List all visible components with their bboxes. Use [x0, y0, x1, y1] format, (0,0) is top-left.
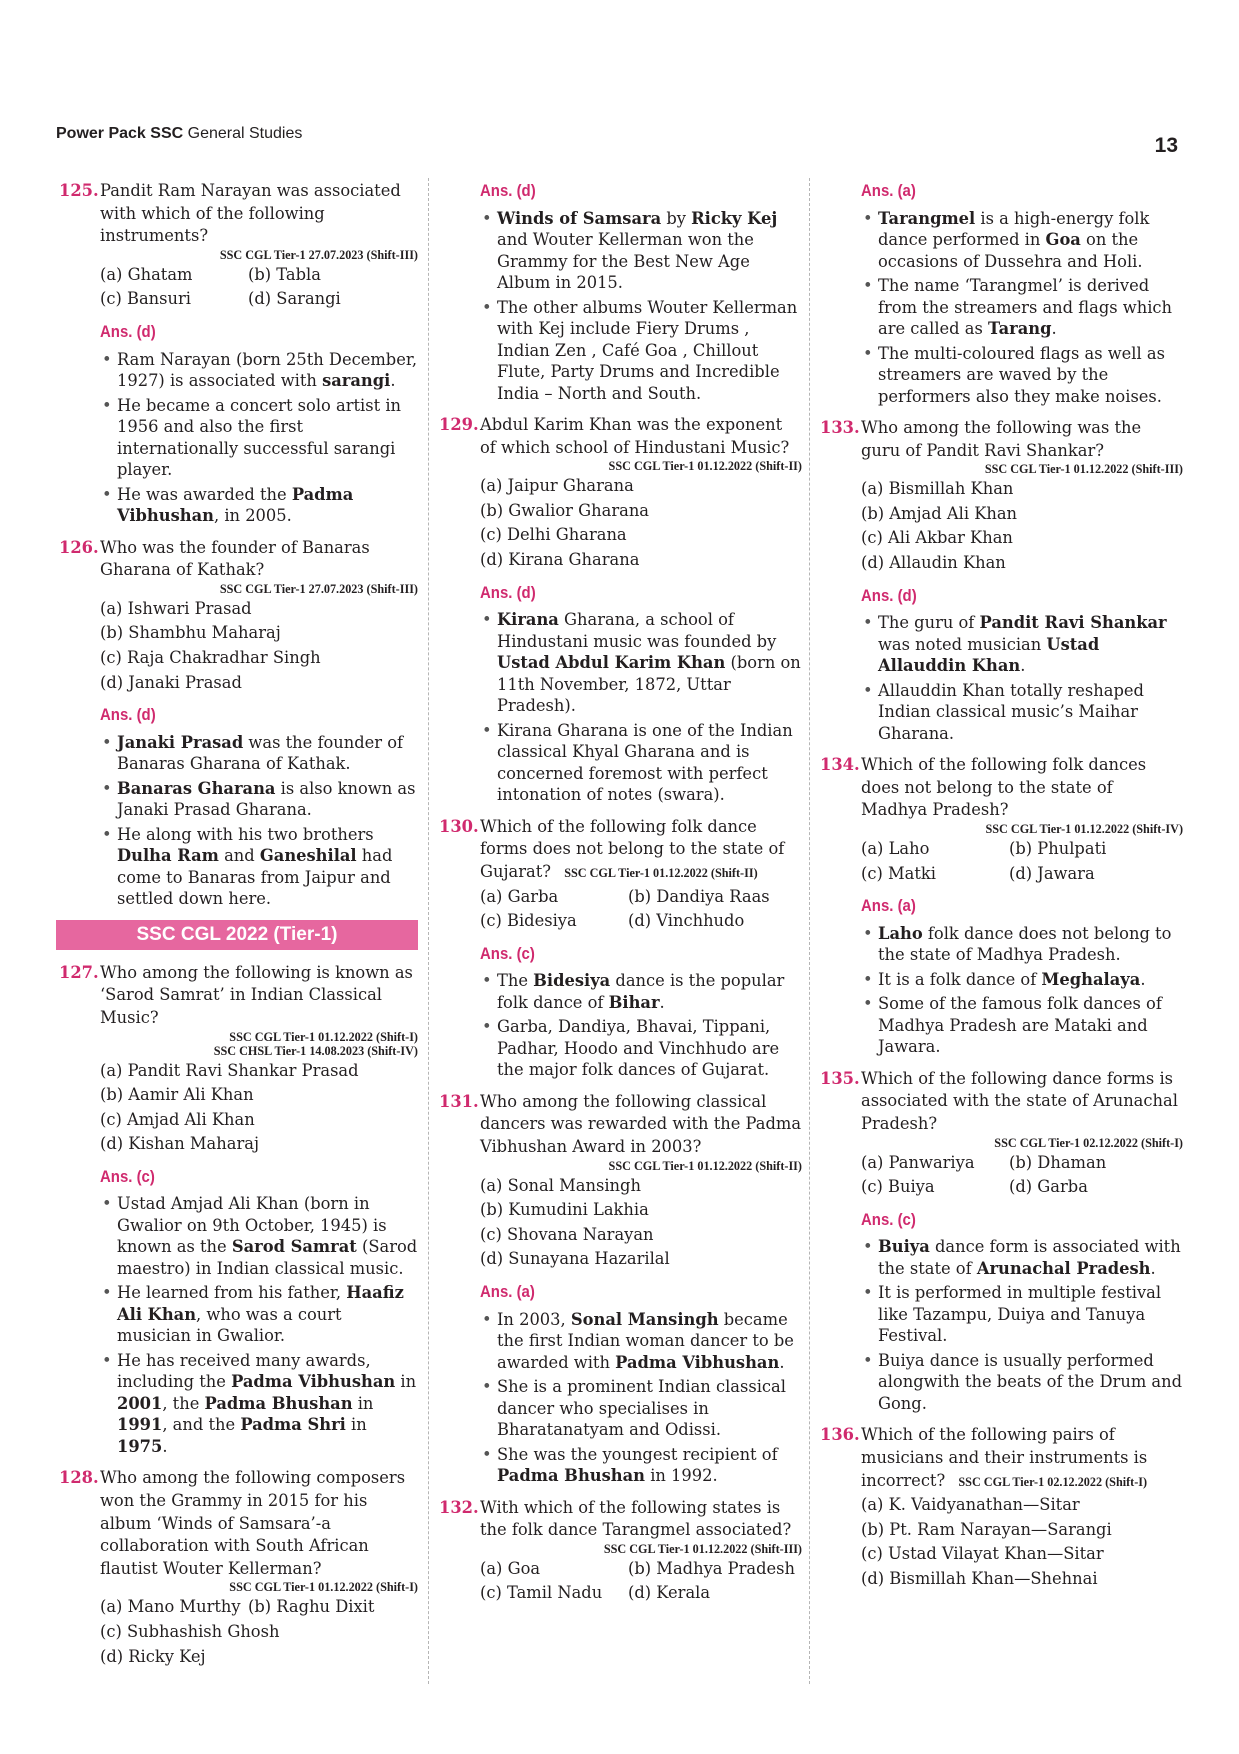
question-text: Who among the following composers won the Grammy in 2015 for his album ‘Winds of Samsara’-a collaboration with South African flautist Wouter Kellerman? [100, 1468, 406, 1578]
option-a: (a) Panwariya [861, 1152, 975, 1172]
text-segment: in [352, 1393, 374, 1413]
option-c: (c) Raja Chakradhar Singh [100, 647, 321, 667]
exam-source: SSC CGL Tier-1 02.12.2022 (Shift-I) [994, 1135, 1183, 1150]
bold-term: 2001 [117, 1393, 163, 1413]
bold-term: Padma Bhushan [204, 1393, 353, 1413]
text-segment: She was the youngest recipient of [497, 1444, 778, 1464]
option-c: (c) Tamil Nadu [480, 1583, 603, 1603]
bold-term: Sonal Mansingh [570, 1309, 719, 1329]
question-number: 132. [439, 1497, 479, 1517]
column-2 [436, 180, 802, 1615]
text-segment: He became a concert solo artist in 1956 and also the first internationally successful sarangi player. [117, 395, 402, 480]
explanation-point [100, 349, 418, 392]
explanation-point [480, 970, 802, 1013]
text-segment: . [1140, 969, 1146, 989]
explanation-point [480, 1016, 802, 1081]
explanation-point [480, 1376, 802, 1441]
question-text: Which of the following folk dance forms does not belong to the state of Gujarat? [480, 816, 785, 881]
option-d: (d) Kirana Gharana [480, 550, 640, 570]
book-title: Power Pack SSC [56, 125, 184, 142]
explanation-point [100, 1350, 418, 1458]
answer-label: Ans. (d) [480, 181, 536, 200]
text-segment: It is a folk dance of [878, 969, 1042, 989]
answer-label: Ans. (d) [100, 321, 156, 341]
page-number: 13 [1154, 134, 1178, 157]
option-c: (c) Subhashish Ghosh [100, 1622, 280, 1642]
option-d: (d) Jawara [1009, 863, 1095, 883]
column-1 [56, 180, 418, 1678]
explanation-list [861, 208, 1183, 408]
text-segment: dance form is associated with the state of [878, 1237, 1181, 1278]
question-text: Who among the following is known as ‘Sarod Samrat’ in Indian Classical Music? [100, 962, 413, 1027]
text-segment: . [779, 1352, 785, 1372]
explanation-point [861, 680, 1183, 745]
bold-term: Sarod Samrat [231, 1237, 357, 1257]
bold-term: Kirana [497, 610, 559, 630]
option-d: (d) Sarangi [248, 289, 341, 309]
question-number: 131. [439, 1091, 479, 1111]
question-128 [56, 1467, 418, 1668]
bold-term: Dulha Ram [117, 846, 219, 866]
text-segment: , in 2005. [213, 506, 292, 526]
bold-term: Tarang [988, 319, 1052, 339]
book-subject: General Studies [187, 125, 303, 142]
text-segment: was the founder of Banaras Gharana of Kathak. [117, 732, 404, 774]
text-segment: and Wouter Kellerman won the Grammy for the Best New Age Album in 2015. [497, 230, 754, 293]
option-a: (a) Garba [480, 886, 559, 906]
explanation-point [100, 1282, 418, 1347]
exam-source: SSC CGL Tier-1 01.12.2022 (Shift-II) [608, 1158, 802, 1173]
explanation-point [861, 1350, 1183, 1415]
text-segment: by [661, 208, 692, 228]
question-number: 125. [59, 181, 99, 200]
option-d: (d) Bismillah Khan—Shehnai [861, 1568, 1098, 1588]
explanation-list [480, 609, 802, 806]
text-segment: in [345, 1415, 367, 1435]
bold-term: sarangi [322, 371, 391, 391]
bold-term: Winds of Samsara [497, 208, 662, 228]
text-segment: He was awarded the [117, 484, 292, 504]
bold-term: Meghalaya [1041, 969, 1141, 989]
bold-term: Padma Vibhushan [117, 484, 354, 526]
option-d: (d) Kerala [628, 1583, 711, 1603]
explanation-point [100, 395, 418, 481]
option-b: (b) Gwalior Gharana [480, 500, 650, 520]
explanation-point [100, 732, 418, 775]
explanation-point [480, 1444, 802, 1487]
option-a: (a) Ghatam [100, 264, 193, 284]
question-number: 127. [59, 962, 99, 982]
question-text: With which of the following states is the folk dance Tarangmel associated? [480, 1497, 792, 1540]
bold-term: Padma Vibhushan [231, 1372, 396, 1392]
option-d: (d) Janaki Prasad [100, 672, 242, 692]
text-segment: It is performed in multiple festival like Tazampu, Duiya and Tanuya Festival. [878, 1283, 1162, 1346]
bold-term: Ustad Allauddin Khan [878, 634, 1100, 676]
option-a: (a) Laho [861, 839, 930, 859]
bold-term: Ganeshilal [259, 846, 357, 866]
question-number: 129. [439, 415, 479, 435]
explanation-list [480, 1309, 802, 1487]
question-130 [436, 816, 802, 933]
explanation-point [100, 824, 418, 910]
bold-term: Laho [878, 923, 923, 943]
bold-term: Ustad Abdul Karim Khan [497, 653, 726, 673]
question-text: Who was the founder of Banaras Gharana of Kathak? [100, 537, 370, 580]
exam-source: SSC CGL Tier-1 01.12.2022 (Shift-III) [603, 1541, 802, 1556]
bold-term: Buiya [878, 1237, 930, 1257]
text-segment: . [659, 992, 665, 1012]
answer-label: Ans. (d) [861, 585, 917, 605]
explanation-point [480, 297, 802, 405]
exam-source: SSC CGL Tier-1 01.12.2022 (Shift-II) [608, 459, 802, 474]
text-segment: He has received many awards, including the [117, 1350, 371, 1392]
explanation-point [861, 923, 1183, 966]
question-text: Which of the following dance forms is associated with the state of Arunachal Pradesh? [861, 1068, 1178, 1133]
text-segment: had come to Banaras from Jaipur and settled down here. [117, 846, 393, 909]
question-text: Which of the following folk dances does not belong to the state of Madhya Pradesh? [861, 755, 1147, 820]
text-segment: became the first Indian woman dancer to be awarded with [497, 1309, 794, 1372]
answer-label: Ans. (d) [100, 705, 156, 725]
text-segment: In 2003, [497, 1309, 571, 1329]
text-segment: (born on 11th November, 1872, Uttar Pradesh). [497, 653, 801, 716]
exam-source: SSC CGL Tier-1 01.12.2022 (Shift-III) [984, 462, 1183, 477]
explanation-point [861, 993, 1183, 1058]
column-divider [809, 178, 810, 1684]
question-text: Who among the following was the guru of Pandit Ravi Shankar? [861, 418, 1142, 460]
explanation-point [861, 208, 1183, 273]
text-segment: The multi-coloured flags as well as streamers are waved by the performers also they make noises. [878, 343, 1165, 406]
text-segment: was noted musician [878, 634, 1047, 654]
answer-label: Ans. (a) [480, 1281, 535, 1301]
text-segment: The name ‘Tarangmel’ is derived from the streamers and flags which are called as [878, 276, 1173, 339]
explanation-list [861, 923, 1183, 1058]
bold-term: Pandit Ravi Shankar [979, 613, 1167, 633]
text-segment: . [1020, 656, 1026, 676]
answer-label: Ans. (a) [861, 896, 916, 916]
bold-term: Tarangmel [878, 208, 976, 228]
question-number: 130. [439, 816, 479, 836]
text-segment: , who was a court musician in Gwalior. [117, 1304, 342, 1346]
question-text: Abdul Karim Khan was the exponent of which school of Hindustani Music? [480, 415, 790, 457]
explanation-point [480, 720, 802, 806]
question-136 [817, 1424, 1183, 1590]
text-segment: dance is the popular folk dance of [497, 971, 785, 1012]
option-b: (b) Aamir Ali Khan [100, 1085, 254, 1105]
option-c: (c) Bansuri [100, 289, 191, 309]
exam-source: SSC CGL Tier-1 01.12.2022 (Shift-II) [564, 865, 758, 880]
explanation-list [480, 970, 802, 1081]
explanation-point [100, 1193, 418, 1279]
text-segment: Kirana Gharana is one of the Indian classical Khyal Gharana and is concerned foremost with perfect intonation of notes (swara). [497, 720, 793, 805]
question-131 [436, 1091, 802, 1271]
option-c: (c) Buiya [861, 1177, 935, 1197]
answer-label: Ans. (a) [861, 181, 916, 200]
exam-source: SSC CHSL Tier-1 14.08.2023 (Shift-IV) [213, 1043, 418, 1058]
option-b: (b) Phulpati [1009, 839, 1107, 859]
option-d: (d) Sunayana Hazarilal [480, 1249, 670, 1269]
bold-term: Arunachal Pradesh [976, 1258, 1151, 1278]
option-c: (c) Bidesiya [480, 911, 577, 931]
option-c: (c) Shovana Narayan [480, 1224, 654, 1244]
question-129 [436, 414, 802, 572]
option-d: (d) Ricky Kej [100, 1646, 206, 1666]
option-b: (b) Raghu Dixit [248, 1597, 375, 1617]
bold-term: Padma Bhushan [497, 1466, 646, 1486]
question-number: 128. [59, 1468, 99, 1488]
explanation-list [861, 1236, 1183, 1414]
text-segment: is a high-energy folk dance performed in [878, 208, 1150, 250]
explanation-list [480, 208, 802, 405]
text-segment: He along with his two brothers [117, 824, 374, 844]
question-125 [56, 180, 418, 311]
bold-term: Padma Shri [240, 1415, 346, 1435]
explanation-point [100, 484, 418, 527]
text-segment: Some of the famous folk dances of Madhya Pradesh are Mataki and Jawara. [878, 994, 1162, 1057]
option-c: (c) Ustad Vilayat Khan—Sitar [861, 1544, 1104, 1564]
question-132 [436, 1497, 802, 1605]
question-133 [817, 417, 1183, 575]
explanation-list [861, 612, 1183, 744]
explanation-point [861, 969, 1183, 991]
option-d: (d) Garba [1009, 1177, 1088, 1197]
option-a: (a) Pandit Ravi Shankar Prasad [100, 1060, 359, 1080]
answer-label: Ans. (c) [861, 1209, 916, 1229]
explanation-point [861, 1282, 1183, 1347]
bold-term: Padma Vibhushan [615, 1352, 780, 1372]
question-134 [817, 754, 1183, 885]
answer-label: Ans. (c) [100, 1166, 155, 1186]
text-segment: Gharana, a school of Hindustani music was founded by [497, 610, 777, 651]
explanation-point [480, 1309, 802, 1374]
text-segment: and [218, 846, 260, 866]
explanation-point [861, 1236, 1183, 1279]
question-135 [817, 1068, 1183, 1199]
text-segment: Garba, Dandiya, Bhavai, Tippani, Padhar, Hoodo and Vinchhudo are the major folk dances of Gujarat. [497, 1017, 780, 1080]
option-c: (c) Ali Akbar Khan [861, 528, 1013, 548]
question-number: 136. [820, 1425, 860, 1445]
bold-term: Banaras Gharana [117, 778, 276, 798]
option-c: (c) Delhi Gharana [480, 525, 627, 545]
option-c: (c) Matki [861, 863, 936, 883]
text-segment: folk dance does not belong to the state of Madhya Pradesh. [878, 923, 1172, 965]
bold-term: Haafiz Ali Khan [117, 1283, 404, 1324]
option-b: (b) Madhya Pradesh [628, 1558, 796, 1578]
question-number: 135. [820, 1068, 860, 1088]
option-b: (b) Shambhu Maharaj [100, 623, 281, 643]
question-number: 133. [820, 418, 860, 438]
option-b: (b) Pt. Ram Narayan—Sarangi [861, 1519, 1112, 1539]
explanation-point [480, 208, 802, 294]
bold-term: 1991 [117, 1415, 163, 1435]
text-segment: The guru of [878, 613, 980, 633]
exam-source: SSC CGL Tier-1 27.07.2023 (Shift-III) [219, 247, 418, 262]
exam-source: SSC CGL Tier-1 27.07.2023 (Shift-III) [219, 581, 418, 596]
option-b: (b) Dhaman [1009, 1152, 1107, 1172]
text-segment: Ustad Amjad Ali Khan (born in Gwalior on 9th October, 1945) is known as the [117, 1194, 387, 1257]
option-a: (a) Bismillah Khan [861, 479, 1014, 499]
explanation-point [861, 275, 1183, 340]
bold-term: Ricky Kej [691, 208, 778, 228]
text-segment: . [162, 1436, 168, 1456]
text-segment: She is a prominent Indian classical dancer who specialises in Bharatanatyam and Odissi. [497, 1377, 786, 1440]
option-a: (a) Ishwari Prasad [100, 598, 252, 618]
column-3 [817, 180, 1183, 1601]
text-segment: . [1051, 319, 1057, 339]
text-segment: is also known as Janaki Prasad Gharana. [117, 778, 416, 820]
option-a: (a) K. Vaidyanathan—Sitar [861, 1495, 1080, 1515]
bold-term: 1975 [117, 1436, 163, 1456]
explanation-list [100, 349, 418, 527]
option-a: (a) Jaipur Gharana [480, 476, 634, 496]
text-segment: The [497, 971, 534, 991]
question-number: 126. [59, 537, 99, 557]
text-segment: (Sarod maestro) in Indian classical music. [117, 1237, 418, 1278]
option-d: (d) Kishan Maharaj [100, 1134, 259, 1154]
option-b: (b) Dandiya Raas [628, 886, 770, 906]
option-c: (c) Amjad Ali Khan [100, 1109, 255, 1129]
exam-source: SSC CGL Tier-1 01.12.2022 (Shift-I) [229, 1580, 418, 1595]
running-header [56, 125, 302, 143]
text-segment: in [395, 1372, 417, 1392]
explanation-point [861, 343, 1183, 408]
bold-term: Goa [1045, 230, 1081, 250]
column-divider [428, 178, 429, 1684]
exam-source: SSC CGL Tier-1 02.12.2022 (Shift-I) [958, 1474, 1148, 1489]
option-a: (a) Goa [480, 1558, 541, 1578]
question-126 [56, 537, 418, 695]
text-segment: in 1992. [645, 1466, 718, 1486]
text-segment: The other albums Wouter Kellerman with Kej include Fiery Drums , Indian Zen , Café Goa , Chillout Flute, Party Drums and Incredible India – North and South. [497, 297, 798, 403]
option-a: (a) Sonal Mansingh [480, 1175, 641, 1195]
option-b: (b) Amjad Ali Khan [861, 503, 1018, 523]
option-b: (b) Tabla [248, 264, 321, 284]
question-127 [56, 962, 418, 1156]
answer-label: Ans. (c) [480, 943, 535, 963]
text-segment: . [390, 371, 396, 391]
question-text: Which of the following pairs of musicians and their instruments is incorrect? [861, 1425, 1148, 1490]
explanation-point [861, 612, 1183, 677]
explanation-list [100, 732, 418, 910]
question-text: Who among the following classical dancers was rewarded with the Padma Vibhushan Award in 2003? [480, 1091, 802, 1156]
answer-label: Ans. (d) [480, 582, 536, 602]
text-segment: , and the [162, 1415, 241, 1435]
option-b: (b) Kumudini Lakhia [480, 1200, 649, 1220]
text-segment: , the [162, 1393, 205, 1413]
exam-source: SSC CGL Tier-1 01.12.2022 (Shift-I) [229, 1029, 418, 1044]
question-text: Pandit Ram Narayan was associated with which of the following instruments? [100, 181, 401, 246]
option-d: (d) Allaudin Khan [861, 553, 1006, 573]
section-banner: SSC CGL 2022 (Tier-1) [56, 920, 418, 950]
question-number: 134. [820, 755, 860, 775]
exam-source: SSC CGL Tier-1 01.12.2022 (Shift-IV) [985, 822, 1183, 837]
text-segment: Allauddin Khan totally reshaped Indian classical music’s Maihar Gharana. [878, 680, 1144, 743]
text-segment: on the occasions of Dussehra and Holi. [878, 230, 1143, 271]
text-segment: Buiya dance is usually performed alongwith the beats of the Drum and Gong. [878, 1350, 1183, 1413]
bold-term: Janaki Prasad [117, 732, 244, 752]
bold-term: Bihar [608, 992, 660, 1012]
text-segment: He learned from his father, [117, 1283, 347, 1303]
explanation-list [100, 1193, 418, 1457]
option-a: (a) Mano Murthy [100, 1597, 241, 1617]
bold-term: Bidesiya [533, 971, 611, 991]
text-segment: Ram Narayan (born 25th December, 1927) is associated with [117, 349, 418, 391]
text-segment: . [1150, 1258, 1156, 1278]
explanation-point [100, 778, 418, 821]
explanation-point [480, 609, 802, 717]
option-d: (d) Vinchhudo [628, 911, 745, 931]
